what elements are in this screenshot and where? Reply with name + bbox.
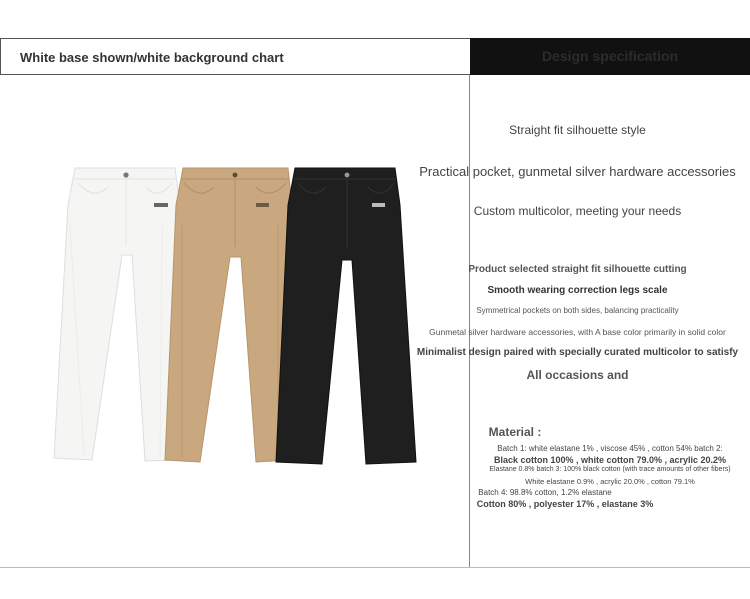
material-line: Batch 1: white elastane 1% , viscose 45% , cotton 54% batch 2:	[497, 444, 723, 453]
feature-item-custom-multicolor: Custom multicolor, meeting your needs	[473, 204, 682, 218]
feature-item-straight-fit: Straight fit silhouette style	[509, 123, 646, 137]
material-line: Batch 4: 98.8% cotton, 1.2% elastane	[478, 488, 612, 497]
material-line: White elastane 0.9% , acrylic 20.0% , cotton 79.1%	[525, 477, 695, 486]
description-line: Minimalist design paired with specially curated multicolor to satisfy	[416, 347, 739, 358]
header-left-panel	[0, 38, 470, 75]
horizontal-divider	[0, 567, 750, 568]
header-right-panel	[470, 38, 750, 75]
description-line: Smooth wearing correction legs scale	[487, 285, 668, 296]
description-line: All occasions and	[526, 368, 629, 382]
material-line: Elastane 0.8% batch 3: 100% black cotton (with trace amounts of other fibers)	[489, 466, 731, 473]
description-line: Product selected straight fit silhouette cutting	[468, 264, 687, 275]
feature-item-pocket-hardware: Practical pocket, gunmetal silver hardware accessories	[419, 164, 736, 179]
material-line: Black cotton 100% , white cotton 79.0% , acrylic 20.2%	[493, 455, 727, 465]
material-line: Cotton 80% , polyester 17% , elastane 3%	[476, 499, 654, 509]
header-left-title: White base shown/white background chart	[20, 50, 284, 65]
header-right-title: Design specification	[541, 48, 679, 64]
khaki-jeans	[165, 168, 292, 462]
material-heading: Material :	[488, 425, 542, 439]
description-line: Symmetrical pockets on both sides, balancing practicality	[476, 306, 679, 315]
product-image-jeans	[50, 165, 420, 465]
white-jeans	[54, 168, 180, 461]
black-jeans	[276, 168, 416, 464]
description-line: Gunmetal silver hardware accessories, with A base color primarily in solid color	[429, 327, 726, 337]
